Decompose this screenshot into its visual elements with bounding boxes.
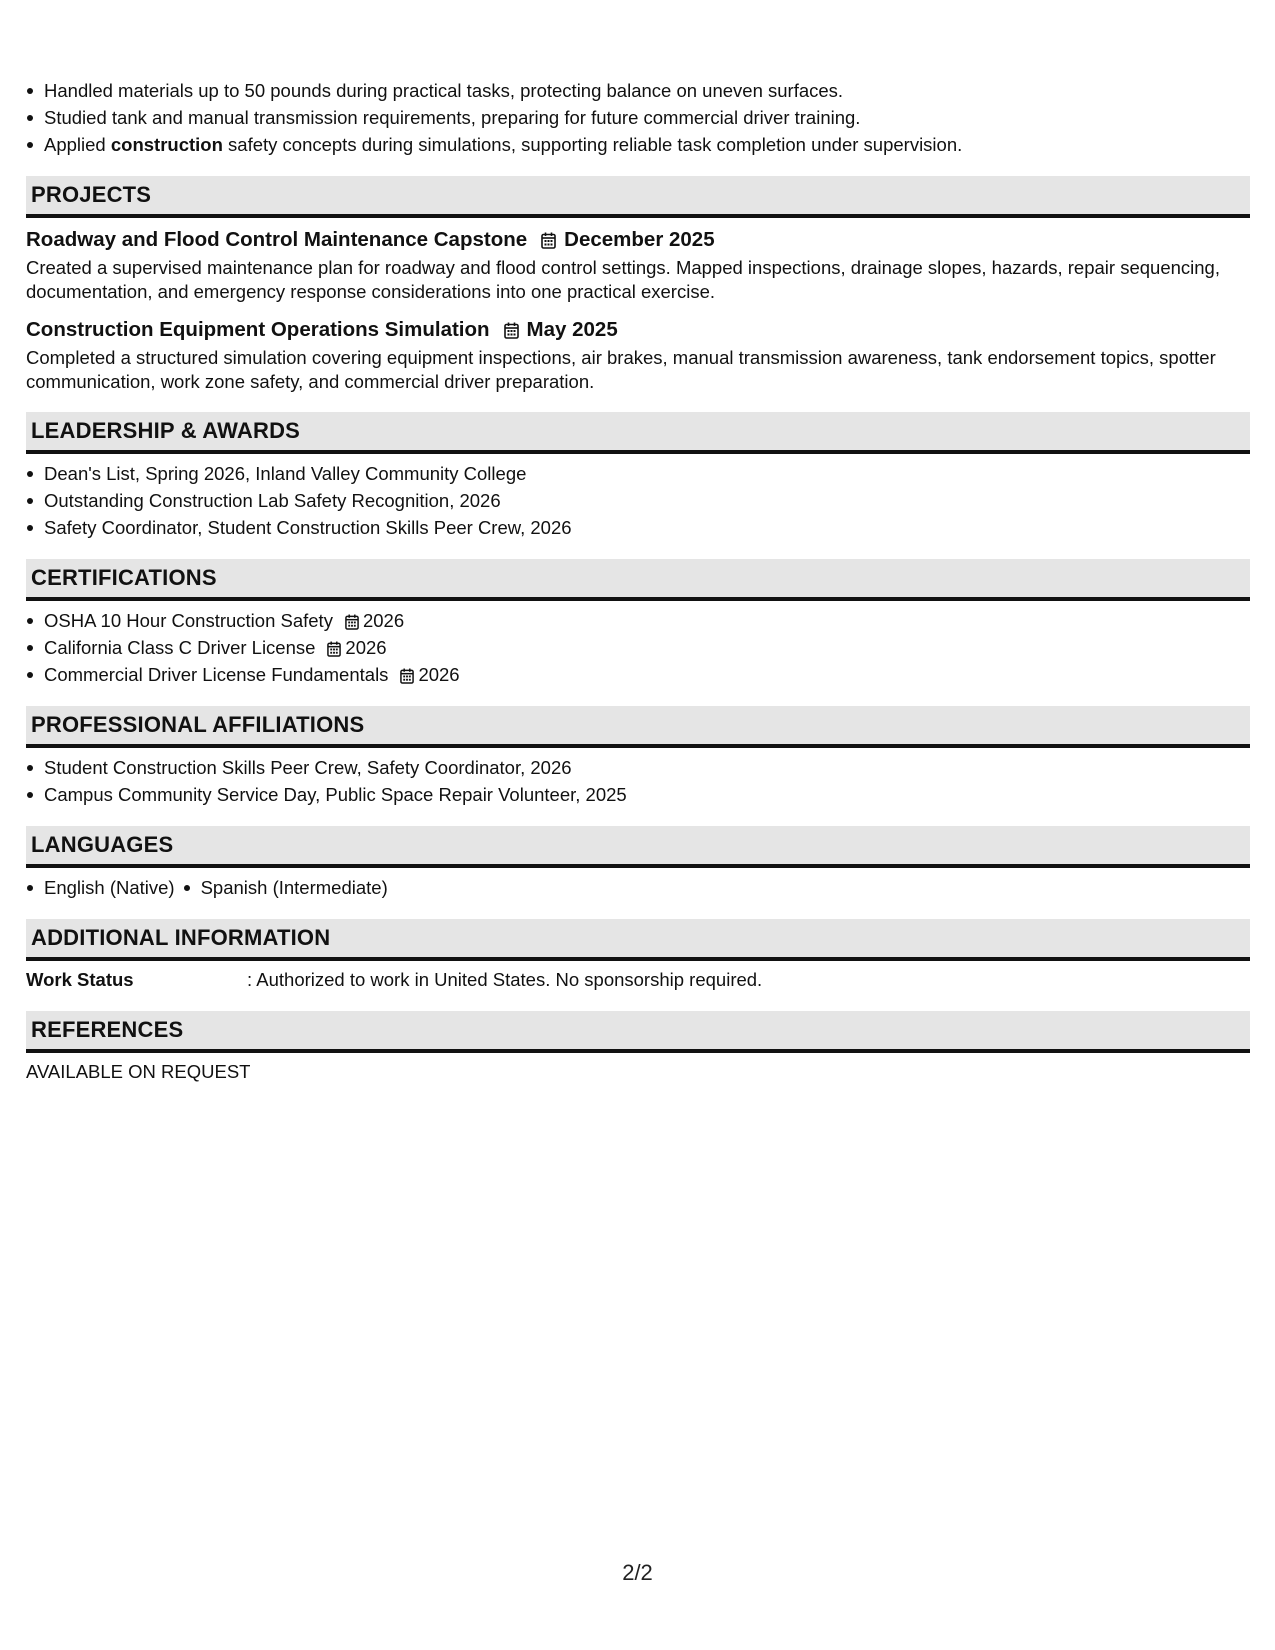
calendar-icon — [400, 668, 414, 684]
project-title: Roadway and Flood Control Maintenance Capstone — [26, 228, 528, 251]
certification-name: Commercial Driver License Fundamentals — [44, 664, 389, 685]
page-number: 2/2 — [622, 1560, 653, 1585]
list-item — [44, 634, 1250, 661]
project-description: Created a supervised maintenance plan for roadway and flood control settings. Mapped inspections, drainage slopes, hazards, repair sequencing, documentation, and emergency response considerations into one practical exercise. — [26, 257, 1220, 302]
references-text: AVAILABLE ON REQUEST — [26, 1061, 251, 1082]
section-title: LEADERSHIP & AWARDS — [31, 418, 301, 443]
certification-name: OSHA 10 Hour Construction Safety — [44, 610, 333, 631]
section-title: REFERENCES — [31, 1017, 184, 1042]
bullet-text: Handled materials up to 50 pounds during practical tasks, protecting balance on uneven surfaces. — [44, 80, 844, 101]
info-label: Work Status — [26, 969, 134, 990]
section-header-affiliations — [26, 706, 1250, 748]
experience-bullets — [26, 77, 1250, 158]
list-item: Dean's List, Spring 2026, Inland Valley Community College — [44, 460, 1250, 487]
project-item — [26, 314, 1250, 394]
resume-page — [26, 77, 1250, 1085]
section-header-leadership — [26, 412, 1250, 454]
bullet-text: Studied tank and manual transmission requirements, preparing for future commercial driver training. — [44, 107, 861, 128]
bullet-text: safety concepts during simulations, supporting reliable task completion under supervision. — [222, 134, 963, 155]
list-item: Campus Community Service Day, Public Space Repair Volunteer, 2025 — [44, 781, 1250, 808]
calendar-icon — [541, 232, 556, 249]
list-item — [44, 77, 1250, 104]
section-title: PROJECTS — [31, 182, 152, 207]
certification-name: California Class C Driver License — [44, 637, 316, 658]
project-title: Construction Equipment Operations Simulation — [26, 318, 490, 341]
section-header-languages — [26, 826, 1250, 868]
certification-year: 2026 — [345, 637, 387, 658]
list-item — [44, 661, 1250, 688]
certification-year: 2026 — [418, 664, 460, 685]
section-title: LANGUAGES — [31, 832, 174, 857]
section-header-additional — [26, 919, 1250, 961]
section-header-certifications — [26, 559, 1250, 601]
section-header-projects — [26, 176, 1250, 218]
calendar-icon — [327, 641, 341, 657]
calendar-icon — [504, 322, 519, 339]
languages-list — [26, 874, 1250, 901]
list-item — [44, 131, 1250, 158]
section-title: PROFESSIONAL AFFILIATIONS — [31, 712, 365, 737]
certifications-list — [26, 607, 1250, 688]
info-value: : Authorized to work in United States. No sponsorship required. — [247, 969, 763, 990]
list-item: Student Construction Skills Peer Crew, Safety Coordinator, 2026 — [44, 754, 1250, 781]
list-item: English (Native) — [44, 874, 175, 901]
list-item: Spanish (Intermediate) — [201, 874, 388, 901]
bullet-text: Applied — [44, 134, 111, 155]
list-item: Safety Coordinator, Student Construction Skills Peer Crew, 2026 — [44, 514, 1250, 541]
project-item — [26, 224, 1250, 304]
certification-year: 2026 — [362, 610, 405, 631]
project-date: May 2025 — [526, 318, 618, 341]
bullet-keyword: construction — [110, 134, 223, 155]
calendar-icon — [345, 614, 359, 630]
project-date: December 2025 — [564, 228, 715, 251]
section-header-references — [26, 1011, 1250, 1053]
list-item — [44, 607, 1250, 634]
list-item: Outstanding Construction Lab Safety Recognition, 2026 — [44, 487, 1250, 514]
list-item — [44, 104, 1250, 131]
work-status-row — [26, 967, 1250, 993]
section-title: ADDITIONAL INFORMATION — [31, 925, 331, 950]
leadership-list — [26, 460, 1250, 541]
affiliations-list — [26, 754, 1250, 808]
section-title: CERTIFICATIONS — [31, 565, 217, 590]
project-description: Completed a structured simulation covering equipment inspections, air brakes, manual transmission awareness, tank endorsement topics, spotter communication, work zone safety, and commercial driver preparation. — [26, 347, 1216, 392]
